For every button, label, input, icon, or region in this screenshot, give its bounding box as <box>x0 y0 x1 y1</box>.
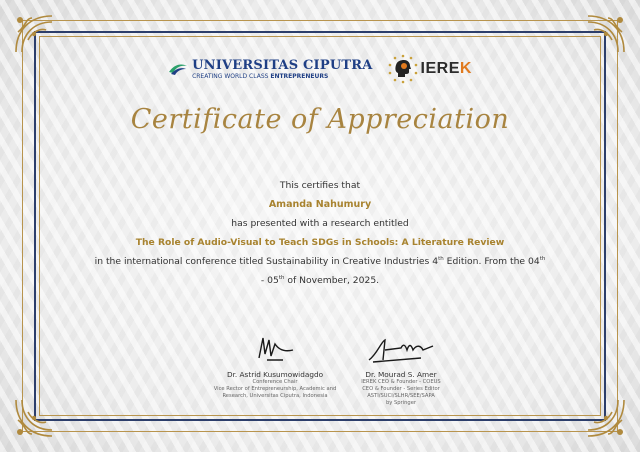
universitas-ciputra-logo <box>168 59 372 80</box>
ierek-logo <box>387 53 472 85</box>
corner-ornament-icon <box>582 394 628 440</box>
signatory-right-role: IEREK CEO & Founder - COEUS <box>361 379 441 385</box>
corner-ornament-icon <box>12 394 58 440</box>
certificate-body <box>70 176 570 290</box>
intro-text: This certifies that <box>279 180 361 191</box>
logo-row <box>0 53 640 85</box>
ierek-head-stars-icon <box>387 53 419 85</box>
signatory-right-role: by Springer <box>385 400 417 406</box>
signatory-left-role: Conference Chair <box>252 379 298 385</box>
university-name: UNIVERSITAS CIPUTRA <box>192 57 373 73</box>
signatory-right-role: CEO & Founder - Series Editor <box>362 386 440 392</box>
signatory-left-role: Research, Universitas Ciputra, Indonesia <box>222 393 328 399</box>
signature-block-right <box>316 330 486 407</box>
presented-text: has presented with a research entitled <box>231 218 409 229</box>
paper-title: The Role of Audio-Visual to Teach SDGs in Schools: A Literature Review <box>135 237 505 248</box>
corner-ornament-icon <box>12 12 58 58</box>
certificate-title: Certificate of Appreciation <box>130 104 510 135</box>
ierek-wordmark: IEREK <box>420 60 472 77</box>
corner-ornament-icon <box>582 12 628 58</box>
conference-text: in the international conference titled Sustainability in Creative Industries 4th Edition. From the 04th <box>94 255 546 267</box>
signatory-left-role: Vice Rector of Entrepreneurship, Academic and <box>213 386 337 392</box>
ciputra-swoosh-icon <box>168 62 188 76</box>
signatory-left-name: Dr. Astrid Kusumowidagdo <box>226 370 324 379</box>
conference-date: - 05th of November, 2025. <box>260 274 380 286</box>
university-tagline: CREATING WORLD CLASS ENTREPRENEURS <box>192 72 329 80</box>
signatory-right-role: ASTI/SUCI/SLHR/SEE/SAPA <box>367 393 435 399</box>
signatory-right-name: Dr. Mourad S. Amer <box>365 370 437 379</box>
recipient-name: Amanda Nahumury <box>268 199 372 210</box>
signature-right-icon <box>316 330 486 368</box>
